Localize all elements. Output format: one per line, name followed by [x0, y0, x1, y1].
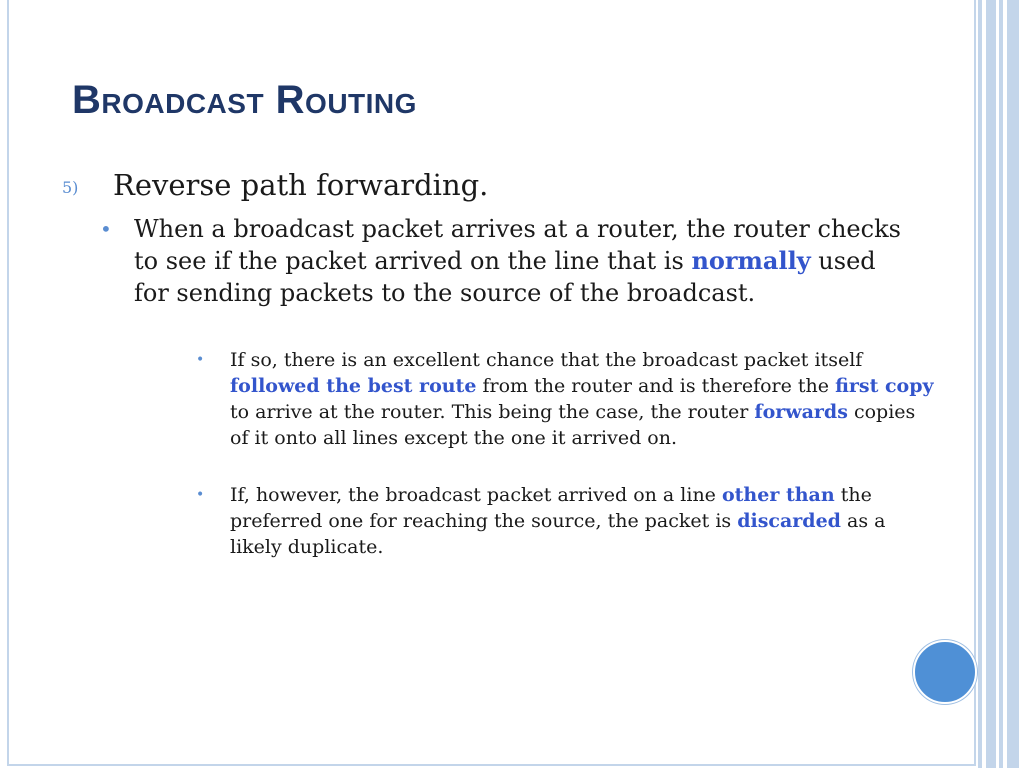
bullet-text: When a broadcast packet arrives at a router, the router checks to see if the packet arrived on the line that is normally used for sending packets to the source of the broadcast.: [134, 215, 901, 307]
bullet-dot-icon: •: [196, 352, 205, 368]
sub-bullet-text: If so, there is an excellent chance that the broadcast packet itself followed the best route from the router and is therefore the first copy to arrive at the router. This being the case, the router forwards copies of it onto all lines except the one it arrived on.: [230, 349, 934, 449]
bullet-dot-icon: •: [196, 487, 205, 503]
sub-bullet-text: If, however, the broadcast packet arrived on a line other than the preferred one for reaching the source, the packet is discarded as a likely duplicate.: [230, 484, 886, 558]
slide-title: Broadcast Routing: [72, 78, 417, 122]
item-number: 5): [62, 178, 79, 197]
decor-stripe: [999, 0, 1003, 768]
decor-stripe: [986, 0, 996, 768]
highlight-other-than: other than: [721, 484, 835, 506]
decor-stripe: [978, 0, 982, 768]
decor-circle: [913, 640, 977, 704]
highlight-first-copy: first copy: [835, 375, 934, 397]
decor-stripe: [1007, 0, 1019, 768]
bullet-dot-icon: •: [100, 217, 112, 241]
highlight-forwards: forwards: [754, 401, 848, 423]
highlight-followed-best-route: followed the best route: [230, 375, 477, 397]
highlight-normally: normally: [691, 246, 811, 275]
item-text: Reverse path forwarding.: [113, 168, 489, 202]
highlight-discarded: discarded: [737, 510, 841, 532]
